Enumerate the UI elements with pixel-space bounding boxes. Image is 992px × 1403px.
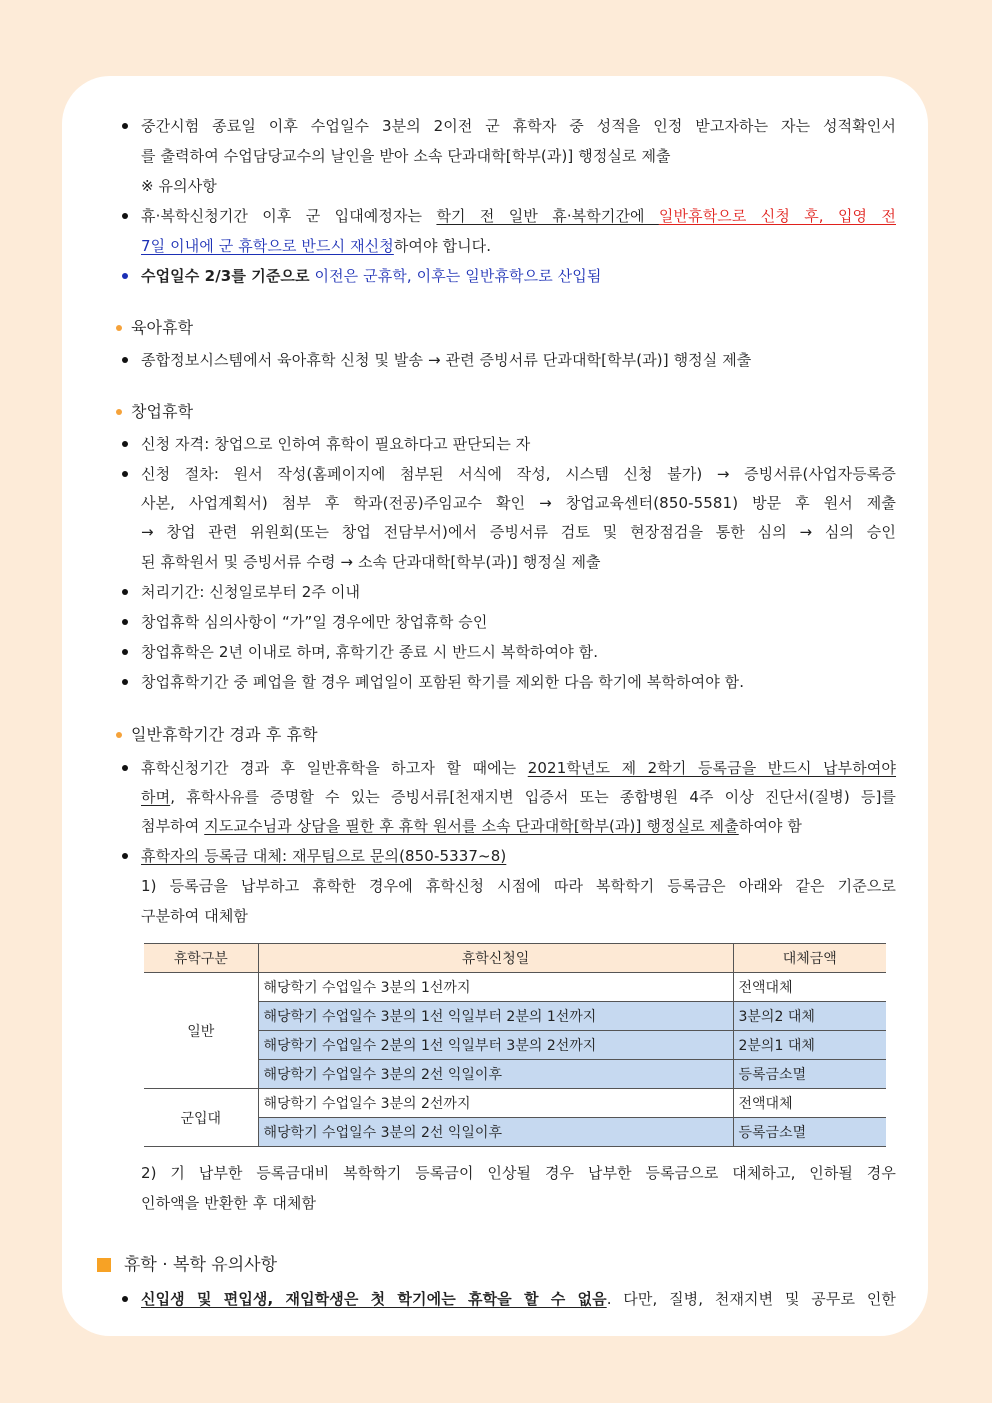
amount-cell: 등록금소멸 bbox=[733, 1060, 886, 1089]
text: 첨부하여 bbox=[141, 817, 205, 835]
text: 하여야 합니다. bbox=[393, 237, 492, 255]
bullet bbox=[122, 273, 128, 279]
section-dot-icon bbox=[116, 409, 122, 415]
date-cell: 해당학기 수업일수 3분의 1선 익일부터 2분의 1선까지 bbox=[258, 1002, 733, 1031]
military-note: ※ 유의사항 bbox=[141, 177, 217, 195]
bullet bbox=[122, 471, 128, 477]
general-p1-line-2: 구분하여 대체함 bbox=[141, 907, 248, 925]
section-title: 창업휴학 bbox=[131, 402, 194, 421]
general-b1-line-3 bbox=[141, 816, 802, 836]
category-cell: 군입대 bbox=[144, 1089, 258, 1147]
amount-cell: 전액대체 bbox=[733, 973, 886, 1002]
bullet bbox=[122, 679, 128, 685]
general-b2: 휴학자의 등록금 대체: 재무팀으로 문의(850-5337~8) bbox=[141, 847, 507, 865]
text: 휴학신청기간 경과 후 일반휴학을 하고자 할 때에는 bbox=[141, 759, 528, 777]
section-dot-icon bbox=[116, 732, 122, 738]
section-dot-icon bbox=[116, 325, 122, 331]
date-cell: 해당학기 수업일수 3분의 2선까지 bbox=[258, 1089, 733, 1118]
blue-text: 이전은 군휴학, 이후는 일반휴학으로 산입됨 bbox=[309, 267, 602, 285]
underlined-text: 학기 전 일반 휴·복학기간에 bbox=[436, 207, 659, 225]
startup-b2-line-1: 신청 절차: 원서 작성(홈페이지에 첨부된 서식에 작성, 시스템 신청 불가) → 증빙서류(사업자등록증 bbox=[141, 465, 896, 483]
blue-text: 7일 이내에 군 휴학으로 반드시 재신청 bbox=[141, 237, 394, 255]
startup-b6: 창업휴학기간 중 폐업을 할 경우 폐업일이 포함된 학기를 제외한 다음 학기에 복학하여야 함. bbox=[141, 673, 745, 691]
bullet bbox=[122, 619, 128, 625]
text: 하여야 함 bbox=[738, 817, 802, 835]
startup-b1: 신청 자격: 창업으로 인하여 휴학이 필요하다고 판단되는 자 bbox=[141, 435, 531, 453]
childcare-b1: 종합정보시스템에서 육아휴학 신청 및 발송 → 관련 증빙서류 단과대학[학부(과)] 행정실 제출 bbox=[141, 351, 752, 369]
column-header: 휴학구분 bbox=[144, 944, 258, 973]
bullet bbox=[122, 1296, 128, 1302]
column-header: 휴학신청일 bbox=[258, 944, 733, 973]
date-cell: 해당학기 수업일수 2분의 1선 익일부터 3분의 2선까지 bbox=[258, 1031, 733, 1060]
startup-b2-line-3: → 창업 관련 위원회(또는 창업 전담부서)에서 증빙서류 검토 및 현장점검을 통한 심의 → 심의 승인 bbox=[141, 523, 896, 541]
table-row bbox=[144, 1089, 886, 1118]
table-row bbox=[144, 973, 886, 1002]
section-title: 육아휴학 bbox=[131, 318, 194, 337]
date-cell: 해당학기 수업일수 3분의 1선까지 bbox=[258, 973, 733, 1002]
startup-b2-line-2: 사본, 사업계획서) 첨부 후 학과(전공)주임교수 확인 → 창업교육센터(850-5581) 방문 후 원서 제출 bbox=[141, 494, 896, 512]
red-text: 일반휴학으로 신청 후, 입영 전 bbox=[658, 207, 896, 225]
caution-b1 bbox=[141, 1289, 896, 1309]
bullet bbox=[122, 123, 128, 129]
bullet bbox=[122, 441, 128, 447]
caution-title: 휴학 · 복학 유의사항 bbox=[124, 1255, 277, 1275]
bold-text: 신입생 및 편입생, 재입학생은 첫 학기에는 휴학을 할 수 없음 bbox=[141, 1290, 607, 1308]
general-p1-line-1: 1) 등록금을 납부하고 휴학한 경우에 휴학신청 시점에 따라 복학학기 등록금은 아래와 같은 기준으로 bbox=[141, 877, 896, 895]
underlined-text: 하며 bbox=[141, 788, 171, 806]
military-line-2: 를 출력하여 수업담당교수의 날인을 받아 소속 단과대학[학부(과)] 행정실로 제출 bbox=[141, 147, 671, 165]
section-title: 일반휴학기간 경과 후 휴학 bbox=[131, 725, 318, 744]
bullet bbox=[122, 213, 128, 219]
bullet bbox=[122, 357, 128, 363]
startup-b4: 창업휴학 심의사항이 “가”일 경우에만 창업휴학 승인 bbox=[141, 613, 488, 631]
general-b1-line-1 bbox=[141, 758, 896, 778]
general-p2-line-2: 인하액을 반환한 후 대체함 bbox=[141, 1194, 317, 1212]
amount-cell: 3분의2 대체 bbox=[733, 1002, 886, 1031]
startup-b2-line-4: 된 휴학원서 및 증빙서류 수령 → 소속 단과대학[학부(과)] 행정실 제출 bbox=[141, 553, 601, 571]
category-cell: 일반 bbox=[144, 973, 258, 1089]
amount-cell: 2분의1 대체 bbox=[733, 1031, 886, 1060]
amount-cell: 등록금소멸 bbox=[733, 1118, 886, 1147]
bullet bbox=[122, 765, 128, 771]
bullet bbox=[122, 649, 128, 655]
text: , 휴학사유를 증명할 수 있는 증빙서류[천재지변 입증서 또는 종합병원 4주 이상 진단서(질병) 등]를 bbox=[170, 788, 896, 806]
date-cell: 해당학기 수업일수 3분의 2선 익일이후 bbox=[258, 1118, 733, 1147]
amount-cell: 전액대체 bbox=[733, 1089, 886, 1118]
bold-text: 수업일수 2/3를 기준으로 bbox=[141, 267, 310, 285]
general-p2-line-1: 2) 기 납부한 등록금대비 복학학기 등록금이 인상될 경우 납부한 등록금으로 대체하고, 인하될 경우 bbox=[141, 1164, 896, 1182]
startup-b3: 처리기간: 신청일로부터 2주 이내 bbox=[141, 583, 361, 601]
startup-b5: 창업휴학은 2년 이내로 하며, 휴학기간 종료 시 반드시 복학하여야 함. bbox=[141, 643, 599, 661]
bullet bbox=[122, 853, 128, 859]
underlined-text: 지도교수님과 상담을 필한 후 휴학 원서를 소속 단과대학[학부(과)] 행정실로 제출 bbox=[204, 817, 739, 835]
table-header-row bbox=[144, 944, 886, 973]
tuition-replacement-table bbox=[144, 943, 886, 1147]
column-header: 대체금액 bbox=[733, 944, 886, 973]
underlined-text: 2021학년도 제 2학기 등록금을 반드시 납부하여야 bbox=[527, 759, 897, 777]
date-cell: 해당학기 수업일수 3분의 2선 익일이후 bbox=[258, 1060, 733, 1089]
bullet bbox=[122, 589, 128, 595]
military-b2-line-1 bbox=[141, 206, 896, 226]
content-card bbox=[62, 76, 928, 1336]
section-square-icon bbox=[97, 1258, 111, 1272]
military-b2-line-2 bbox=[141, 236, 491, 256]
general-b1-line-2 bbox=[141, 787, 896, 807]
military-line-1: 중간시험 종료일 이후 수업일수 3분의 2이전 군 휴학자 중 성적을 인정 받고자하는 자는 성적확인서 bbox=[141, 117, 896, 135]
text: 휴·복학신청기간 이후 군 입대예정자는 bbox=[141, 207, 437, 225]
text: . 다만, 질병, 천재지변 및 공무로 인한 bbox=[606, 1290, 896, 1308]
military-b3 bbox=[141, 266, 601, 286]
